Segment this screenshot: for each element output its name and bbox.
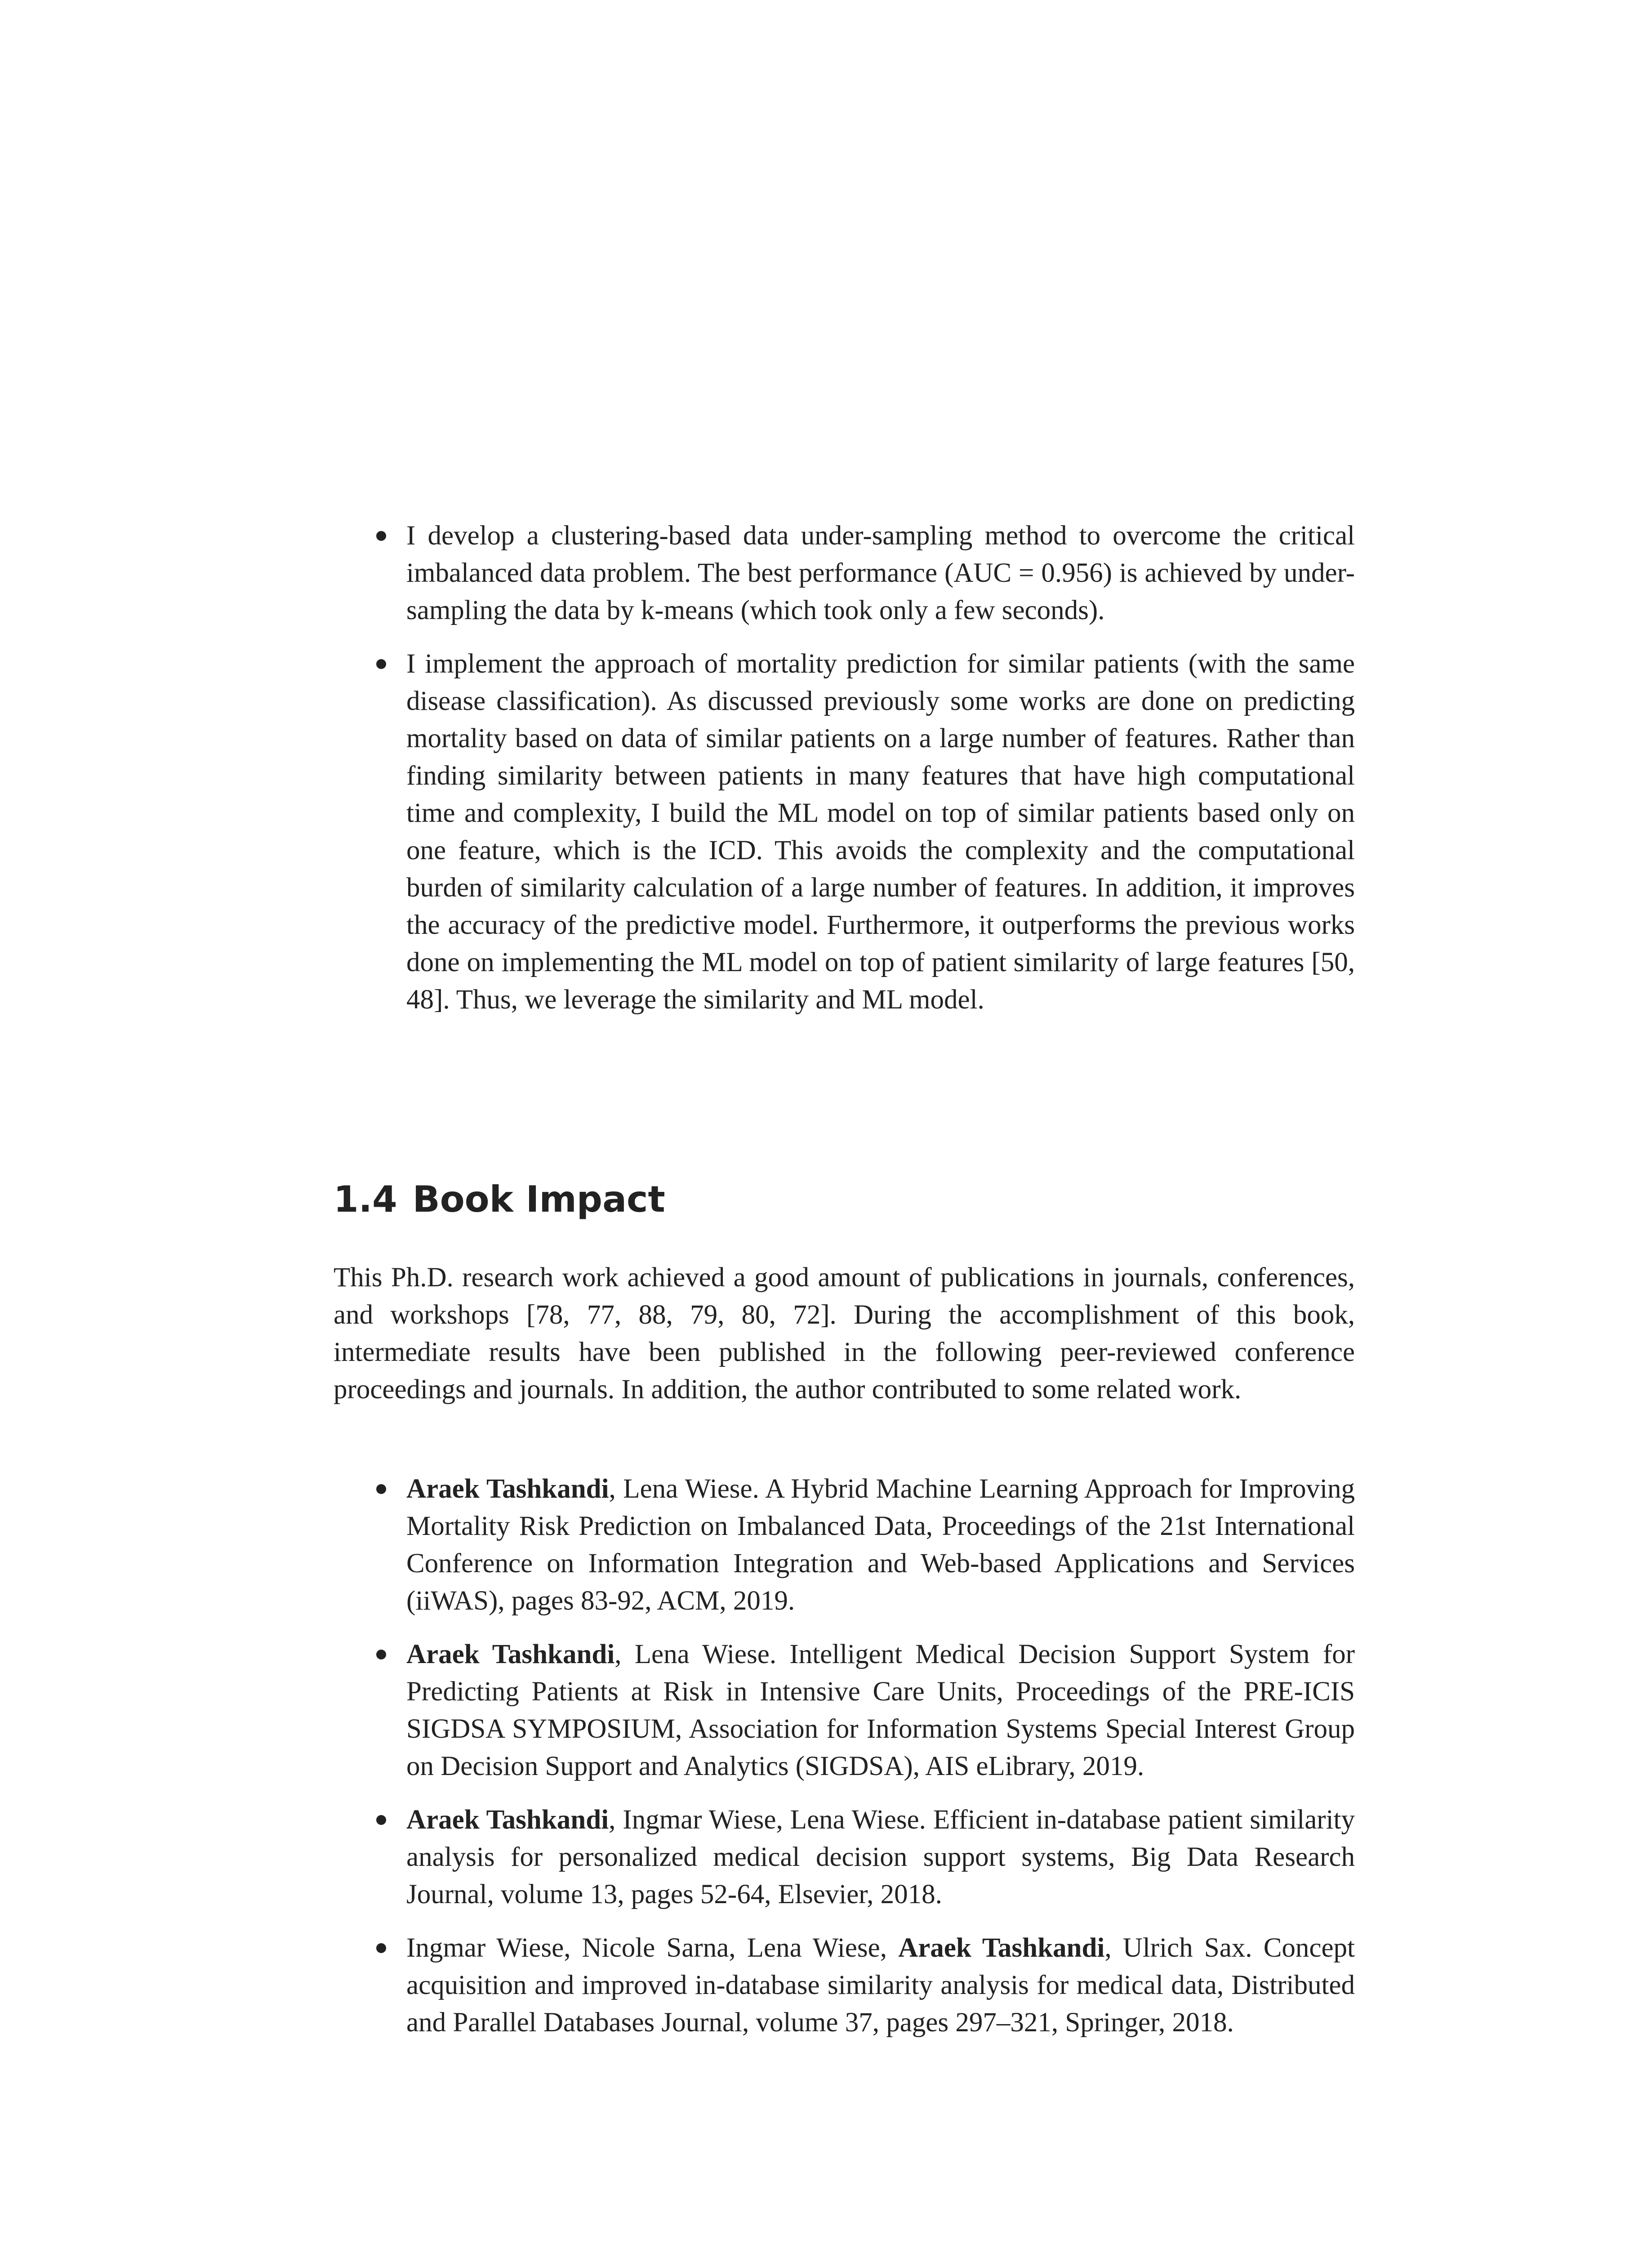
publication-item — [334, 1801, 1355, 1913]
bullet-icon — [376, 1650, 386, 1659]
bullet-icon — [376, 659, 386, 669]
publication-list — [334, 1470, 1355, 2041]
bullet-icon — [376, 1815, 386, 1825]
bullet-icon — [376, 1943, 386, 1953]
publication-item — [334, 1470, 1355, 1619]
bullet-icon — [376, 531, 386, 541]
publication-author-bold: Araek Tashkandi — [406, 1805, 609, 1835]
publication-rest: , Lena Wiese. A Hybrid Machine Learning Approach for Improving Mortality Risk Prediction on Imbalanced Data, Proceedings of the 21st International Conference on Information Integration and Web-based Applications and Services (iiWAS), pages 83-92, ACM, 2019. — [406, 1474, 1355, 1616]
list-item — [334, 645, 1355, 1018]
publication-rest: , Lena Wiese. Intelligent Medical Decision Support System for Predicting Patients at Risk in Intensive Care Units, Proceedings of the PRE-ICIS SIGDSA SYMPOSIUM, Association for Information Systems Special Interest Group on Decision Support and Analytics (SIGDSA), AIS eLibrary, 2019. — [406, 1639, 1355, 1781]
bullet-icon — [376, 1484, 386, 1494]
section-title: Book Impact — [412, 1178, 665, 1220]
publication-prefix: Ingmar Wiese, Nicole Sarna, Lena Wiese, — [406, 1933, 899, 1963]
publications-block — [334, 1470, 1355, 2057]
bullet-text: I develop a clustering-based data under-sampling method to overcome the critical imbalanced data problem. The best performance (AUC = 0.956) is achieved by under-sampling the data by k-means (which took only a few seconds). — [406, 521, 1355, 625]
publication-rest: , Ulrich Sax. Concept acquisition and improved in-database similarity analysis for medical data, Distributed and Parallel Databases Journal, volume 37, pages 297–321, Springer, 2018. — [406, 1933, 1355, 2038]
list-item — [334, 517, 1355, 629]
top-bullet-block — [334, 517, 1355, 1035]
publication-item — [334, 1929, 1355, 2041]
bullet-text: I implement the approach of mortality prediction for similar patients (with the same disease classification). As discussed previously some works are done on predicting mortality based on data of similar patients on a large number of features. Rather than finding similarity between patients in many features that have high computational time and complexity, I build the ML model on top of similar patients based only on one feature, which is the ICD. This avoids the complexity and the computational burden of similarity calculation of a large number of features. In addition, it improves the accuracy of the predictive model. Furthermore, it outperforms the previous works done on implementing the ML model on top of patient similarity of large features [50, 48]. Thus, we leverage the similarity and ML model. — [406, 649, 1355, 1015]
publication-author-bold: Araek Tashkandi — [898, 1933, 1105, 1963]
publication-item — [334, 1636, 1355, 1785]
publication-author-bold: Araek Tashkandi — [406, 1474, 609, 1504]
section-number: 1.4 — [334, 1178, 397, 1220]
publication-author-bold: Araek Tashkandi — [406, 1639, 615, 1669]
top-bullet-list — [334, 517, 1355, 1018]
section-heading — [334, 1177, 665, 1222]
section-body — [334, 1259, 1355, 1408]
publication-rest: , Ingmar Wiese, Lena Wiese. Efficient in-database patient similarity analysis for personalized medical decision support systems, Big Data Research Journal, volume 13, pages 52-64, Elsevier, 2018. — [406, 1805, 1355, 1909]
section-paragraph: This Ph.D. research work achieved a good amount of publications in journals, conferences, and workshops [78, 77, 88, 79, 80, 72]. During the accomplishment of this book, intermediate results have been published in the following peer-reviewed conference proceedings and journals. In addition, the author contributed to some related work. — [334, 1262, 1355, 1405]
